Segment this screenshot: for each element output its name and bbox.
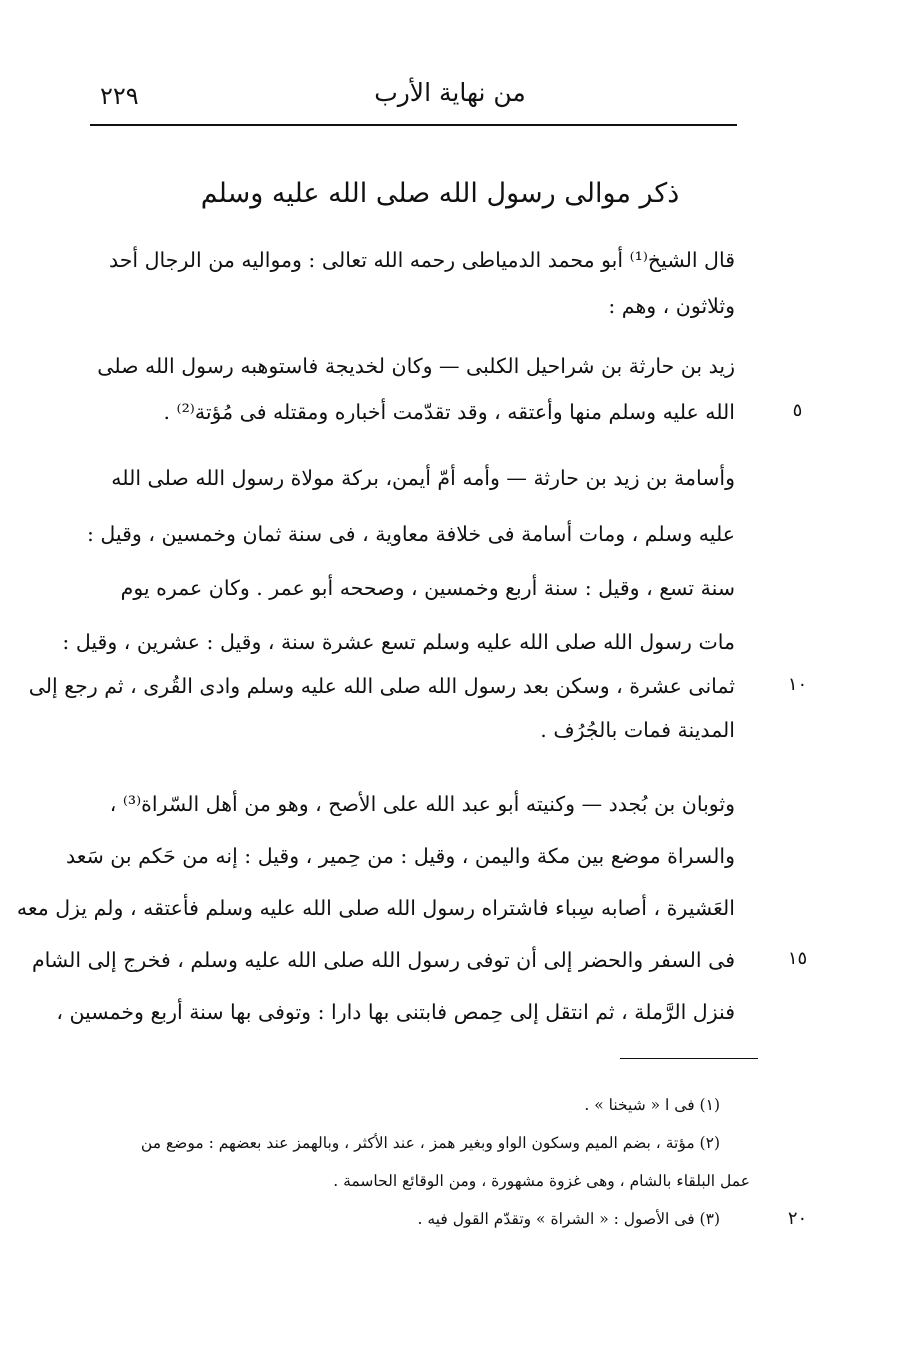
section-title: ذكر موالى رسول الله صلى الله عليه وسلم: [200, 178, 680, 209]
text-line: الله عليه وسلم منها وأعتقه ، وقد تقدّمت أخباره ومقتله فى مُؤتة⁽²⁾ .: [163, 400, 735, 424]
text-line: قال الشيخ⁽¹⁾ أبو محمد الدمياطى رحمه الله تعالى : ومواليه من الرجال أحد: [109, 248, 735, 272]
line-number: ١٠: [787, 674, 808, 695]
running-header-title: من نهاية الأرب: [374, 78, 526, 107]
text-line: وأسامة بن زيد بن حارثة — وأمه أمّ أيمن، بركة مولاة رسول الله صلى الله: [111, 466, 735, 490]
text-line: زيد بن حارثة بن شراحيل الكلبى — وكان لخديجة فاستوهبه رسول الله صلى: [97, 354, 735, 378]
footnote: (٢) مؤتة ، بضم الميم وسكون الواو وبغير همز ، عند الأكثر ، وبالهمز عند بعضهم : موضع من: [140, 1134, 720, 1152]
line-number: ١٥: [787, 948, 808, 969]
footnote-rule: [620, 1058, 758, 1059]
text-line: العَشيرة ، أصابه سِباء فاشتراه رسول الله صلى الله عليه وسلم فأعتقه ، ولم يزل معه: [16, 896, 735, 920]
text-line: مات رسول الله صلى الله عليه وسلم تسع عشرة سنة ، وقيل : عشرين ، وقيل :: [62, 630, 735, 654]
footnote: عمل البلقاء بالشام ، وهى غزوة مشهورة ، ومن الوقائع الحاسمة .: [333, 1172, 750, 1190]
footnote: (٣) فى الأصول : « الشراة » وتقدّم القول فيه .: [417, 1210, 720, 1228]
text-line: فنزل الرَّملة ، ثم انتقل إلى حِمص فابتنى بها دارا : وتوفى بها سنة أربع وخمسين ،: [56, 1000, 735, 1024]
line-number: ٢٠: [787, 1208, 808, 1229]
line-number: ٥: [792, 400, 803, 421]
text-line: فى السفر والحضر إلى أن توفى رسول الله صلى الله عليه وسلم ، فخرج إلى الشام: [31, 948, 735, 972]
text-line: عليه وسلم ، ومات أسامة فى خلافة معاوية ، فى سنة ثمان وخمسين ، وقيل :: [86, 522, 735, 546]
text-line: والسراة موضع بين مكة واليمن ، وقيل : من حِمير ، وقيل : إنه من حَكم بن سَعد: [65, 844, 735, 868]
header-rule: [90, 124, 737, 126]
text-line: وثلاثون ، وهم :: [608, 294, 735, 318]
page-number: ٢٢٩: [100, 82, 139, 110]
text-line: ثمانى عشرة ، وسكن بعد رسول الله صلى الله عليه وسلم وادى القُرى ، ثم رجع إلى: [28, 674, 735, 698]
text-line: وثوبان بن بُجدد — وكنيته أبو عبد الله على الأصح ، وهو من أهل السّراة⁽³⁾ ،: [109, 792, 735, 816]
text-line: سنة تسع ، وقيل : سنة أربع وخمسين ، وصححه أبو عمر . وكان عمره يوم: [120, 576, 735, 600]
text-line: المدينة فمات بالجُرُف .: [540, 718, 735, 742]
footnote: (١) فى ا « شيخنا » .: [584, 1096, 720, 1114]
